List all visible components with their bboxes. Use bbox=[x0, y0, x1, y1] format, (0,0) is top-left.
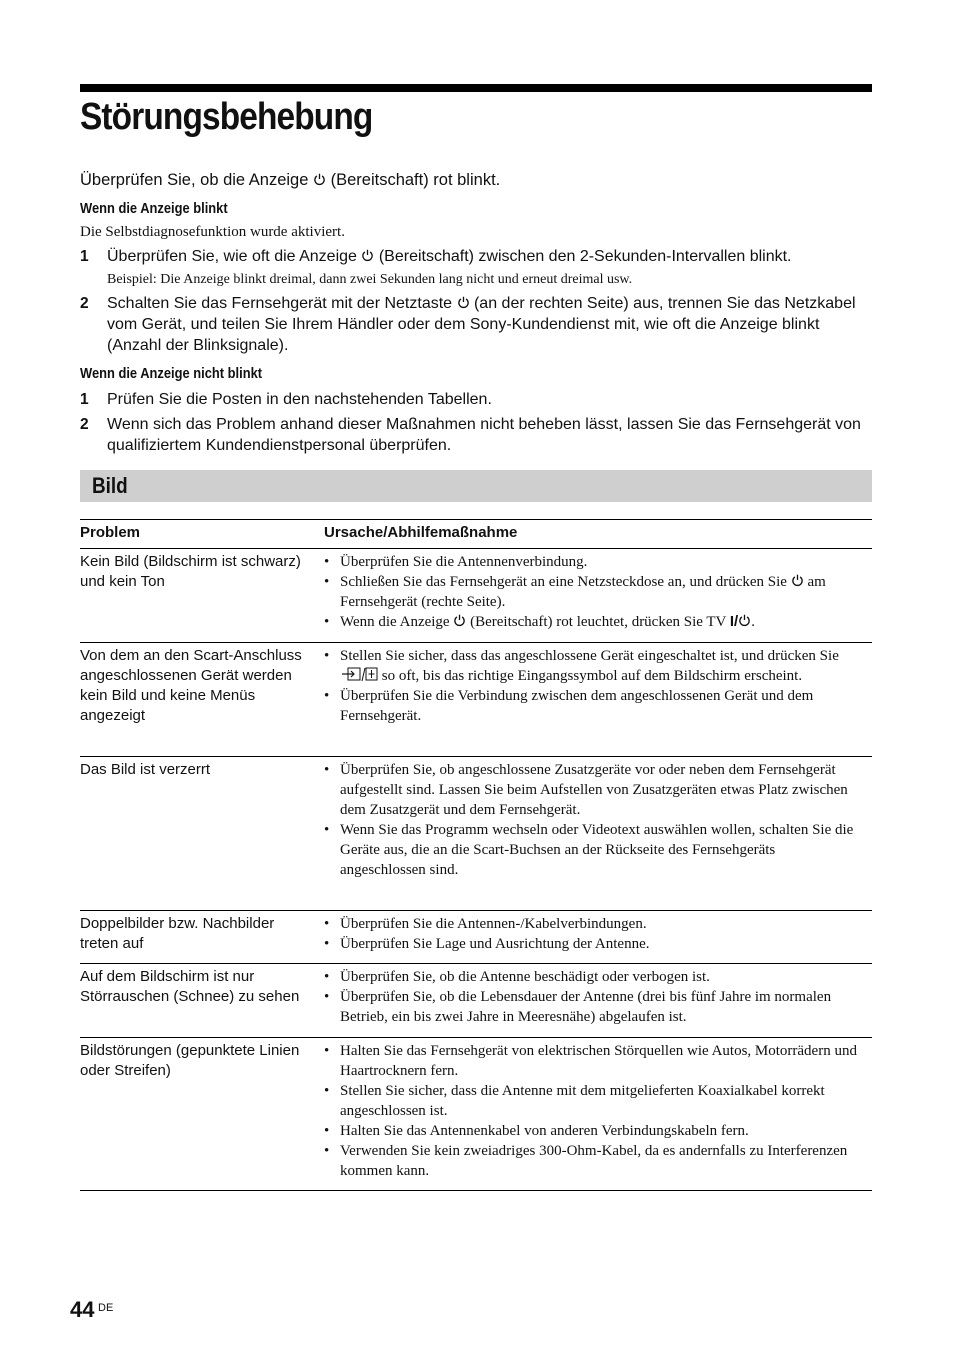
col-header-problem: Problem bbox=[80, 524, 141, 541]
cause-item: • Stellen Sie sicher, dass das angeschlossene Gerät eingeschaltet ist, und drücken Sie so oft, bis das richtige Eingangssymbol auf dem Bildschirm erscheint. bbox=[324, 646, 864, 686]
cause-item: • Stellen Sie sicher, dass die Antenne mit dem mitgelieferten Koaxialkabel korrekt angeschlossen ist. bbox=[324, 1081, 864, 1121]
cause-item: • Überprüfen Sie Lage und Ausrichtung der Antenne. bbox=[324, 934, 864, 954]
problem-cell: Das Bild ist verzerrt bbox=[80, 761, 211, 778]
step-number: 2 bbox=[80, 295, 89, 312]
table-rule bbox=[80, 519, 872, 520]
cause-item: • Überprüfen Sie, ob die Lebensdauer der Antenne (drei bis fünf Jahre im normalen Betrieb, ein bis zwei Jahre in Meeresnähe) abgelaufen ist. bbox=[324, 987, 864, 1027]
problem-cell: Doppelbilder bzw. Nachbilder treten auf bbox=[80, 915, 275, 952]
intro-text-post: (Bereitschaft) rot blinkt. bbox=[330, 171, 501, 189]
cause-item: • Überprüfen Sie, ob angeschlossene Zusatzgeräte vor oder neben dem Fernsehgerät aufgestellt sind. Lassen Sie beim Aufstellen von Zusatzgeräten etwas Platz zwischen dem Zusatzgerät und dem Fernsehgerät. bbox=[324, 760, 864, 820]
power-icon bbox=[313, 173, 326, 186]
input-select-icon bbox=[340, 667, 378, 682]
row-divider bbox=[80, 642, 872, 643]
table-rule bbox=[80, 1190, 872, 1191]
cause-item: • Verwenden Sie kein zweiadriges 300-Ohm-Kabel, da es andernfalls zu Interferenzen kommen kann. bbox=[324, 1141, 864, 1181]
power-icon bbox=[361, 249, 374, 262]
cause-item: • Überprüfen Sie die Antennen-/Kabelverbindungen. bbox=[324, 914, 864, 934]
problem-cell: Bildstörungen (gepunktete Linien oder Streifen) bbox=[80, 1042, 300, 1079]
col-header-cause: Ursache/Abhilfemaßnahme bbox=[324, 524, 518, 541]
page-title: Störungsbehebung bbox=[80, 96, 373, 138]
intro-line bbox=[80, 170, 500, 190]
section-title: Bild bbox=[92, 473, 128, 498]
problem-cell: Kein Bild (Bildschirm ist schwarz) und kein Ton bbox=[80, 553, 301, 590]
blinking-step-2: Schalten Sie das Fernsehgerät mit der Netztaste (an der rechten Seite) aus, trennen Sie das Netzkabel vom Gerät, und teilen Sie Ihrem Händler oder dem Sony-Kundendienst mit, wie oft die Anzeige blinkt (Anzahl der Blinksignale). bbox=[107, 295, 856, 354]
row-divider bbox=[80, 963, 872, 964]
not-blinking-step-2: Wenn sich das Problem anhand dieser Maßnahmen nicht beheben lässt, lassen Sie das Fernsehgerät von qualifiziertem Kundendienstpersonal überprüfen. bbox=[107, 416, 861, 454]
cause-cell bbox=[324, 760, 864, 880]
cause-item: • Schließen Sie das Fernsehgerät an eine Netzsteckdose an, und drücken Sie am Fernsehgerät (rechte Seite). bbox=[324, 572, 864, 612]
intro-text-pre: Überprüfen Sie, ob die Anzeige bbox=[80, 171, 309, 189]
power-icon bbox=[791, 574, 804, 587]
page-number: 44 bbox=[70, 1297, 95, 1322]
cause-cell bbox=[324, 914, 864, 954]
blinking-example: Beispiel: Die Anzeige blinkt dreimal, dann zwei Sekunden lang nicht und erneut dreimal usw. bbox=[107, 272, 633, 287]
cause-item: • Überprüfen Sie, ob die Antenne beschädigt oder verbogen ist. bbox=[324, 967, 864, 987]
problem-cell: Auf dem Bildschirm ist nur Störrauschen (Schnee) zu sehen bbox=[80, 968, 300, 1005]
step-number: 1 bbox=[80, 248, 89, 265]
section-header bbox=[80, 470, 872, 502]
cause-item: • Wenn Sie das Programm wechseln oder Videotext auswählen wollen, schalten Sie die Geräte aus, die an die Scart-Buchsen an der Rückseite des Fernsehgeräts angeschlossen sind. bbox=[324, 820, 864, 880]
step-number: 1 bbox=[80, 391, 89, 408]
cause-item: • Halten Sie das Antennenkabel von anderen Verbindungskabeln fern. bbox=[324, 1121, 864, 1141]
blinking-heading: Wenn die Anzeige blinkt bbox=[80, 200, 228, 217]
cause-cell bbox=[324, 1041, 864, 1181]
row-divider bbox=[80, 1037, 872, 1038]
power-icon bbox=[738, 614, 751, 627]
table-rule bbox=[80, 548, 872, 549]
not-blinking-step-1: Prüfen Sie die Posten in den nachstehenden Tabellen. bbox=[107, 391, 492, 408]
power-icon bbox=[453, 614, 466, 627]
not-blinking-heading: Wenn die Anzeige nicht blinkt bbox=[80, 365, 263, 382]
row-divider bbox=[80, 756, 872, 757]
cause-cell bbox=[324, 967, 864, 1027]
page-language: DE bbox=[98, 1302, 114, 1314]
tv-power-symbol: I/ bbox=[729, 613, 739, 630]
cause-item: • Überprüfen Sie die Verbindung zwischen dem angeschlossenen Gerät und dem Fernsehgerät. bbox=[324, 686, 864, 726]
cause-item: • Wenn die Anzeige (Bereitschaft) rot leuchtet, drücken Sie TV I/ . bbox=[324, 612, 864, 632]
blinking-note: Die Selbstdiagnosefunktion wurde aktiviert. bbox=[80, 224, 345, 240]
cause-cell bbox=[324, 646, 864, 726]
title-rule bbox=[80, 84, 872, 92]
cause-item: • Halten Sie das Fernsehgerät von elektrischen Störquellen wie Autos, Motorrädern und Haartrocknern fern. bbox=[324, 1041, 864, 1081]
power-icon bbox=[457, 296, 470, 309]
row-divider bbox=[80, 910, 872, 911]
cause-cell bbox=[324, 552, 864, 632]
blinking-step-1: Überprüfen Sie, wie oft die Anzeige (Bereitschaft) zwischen den 2-Sekunden-Intervallen blinkt. bbox=[107, 248, 792, 265]
step-number: 2 bbox=[80, 416, 89, 433]
problem-cell: Von dem an den Scart-Anschluss angeschlossenen Gerät werden kein Bild und keine Menüs angezeigt bbox=[80, 647, 302, 724]
cause-item: • Überprüfen Sie die Antennenverbindung. bbox=[324, 552, 864, 572]
